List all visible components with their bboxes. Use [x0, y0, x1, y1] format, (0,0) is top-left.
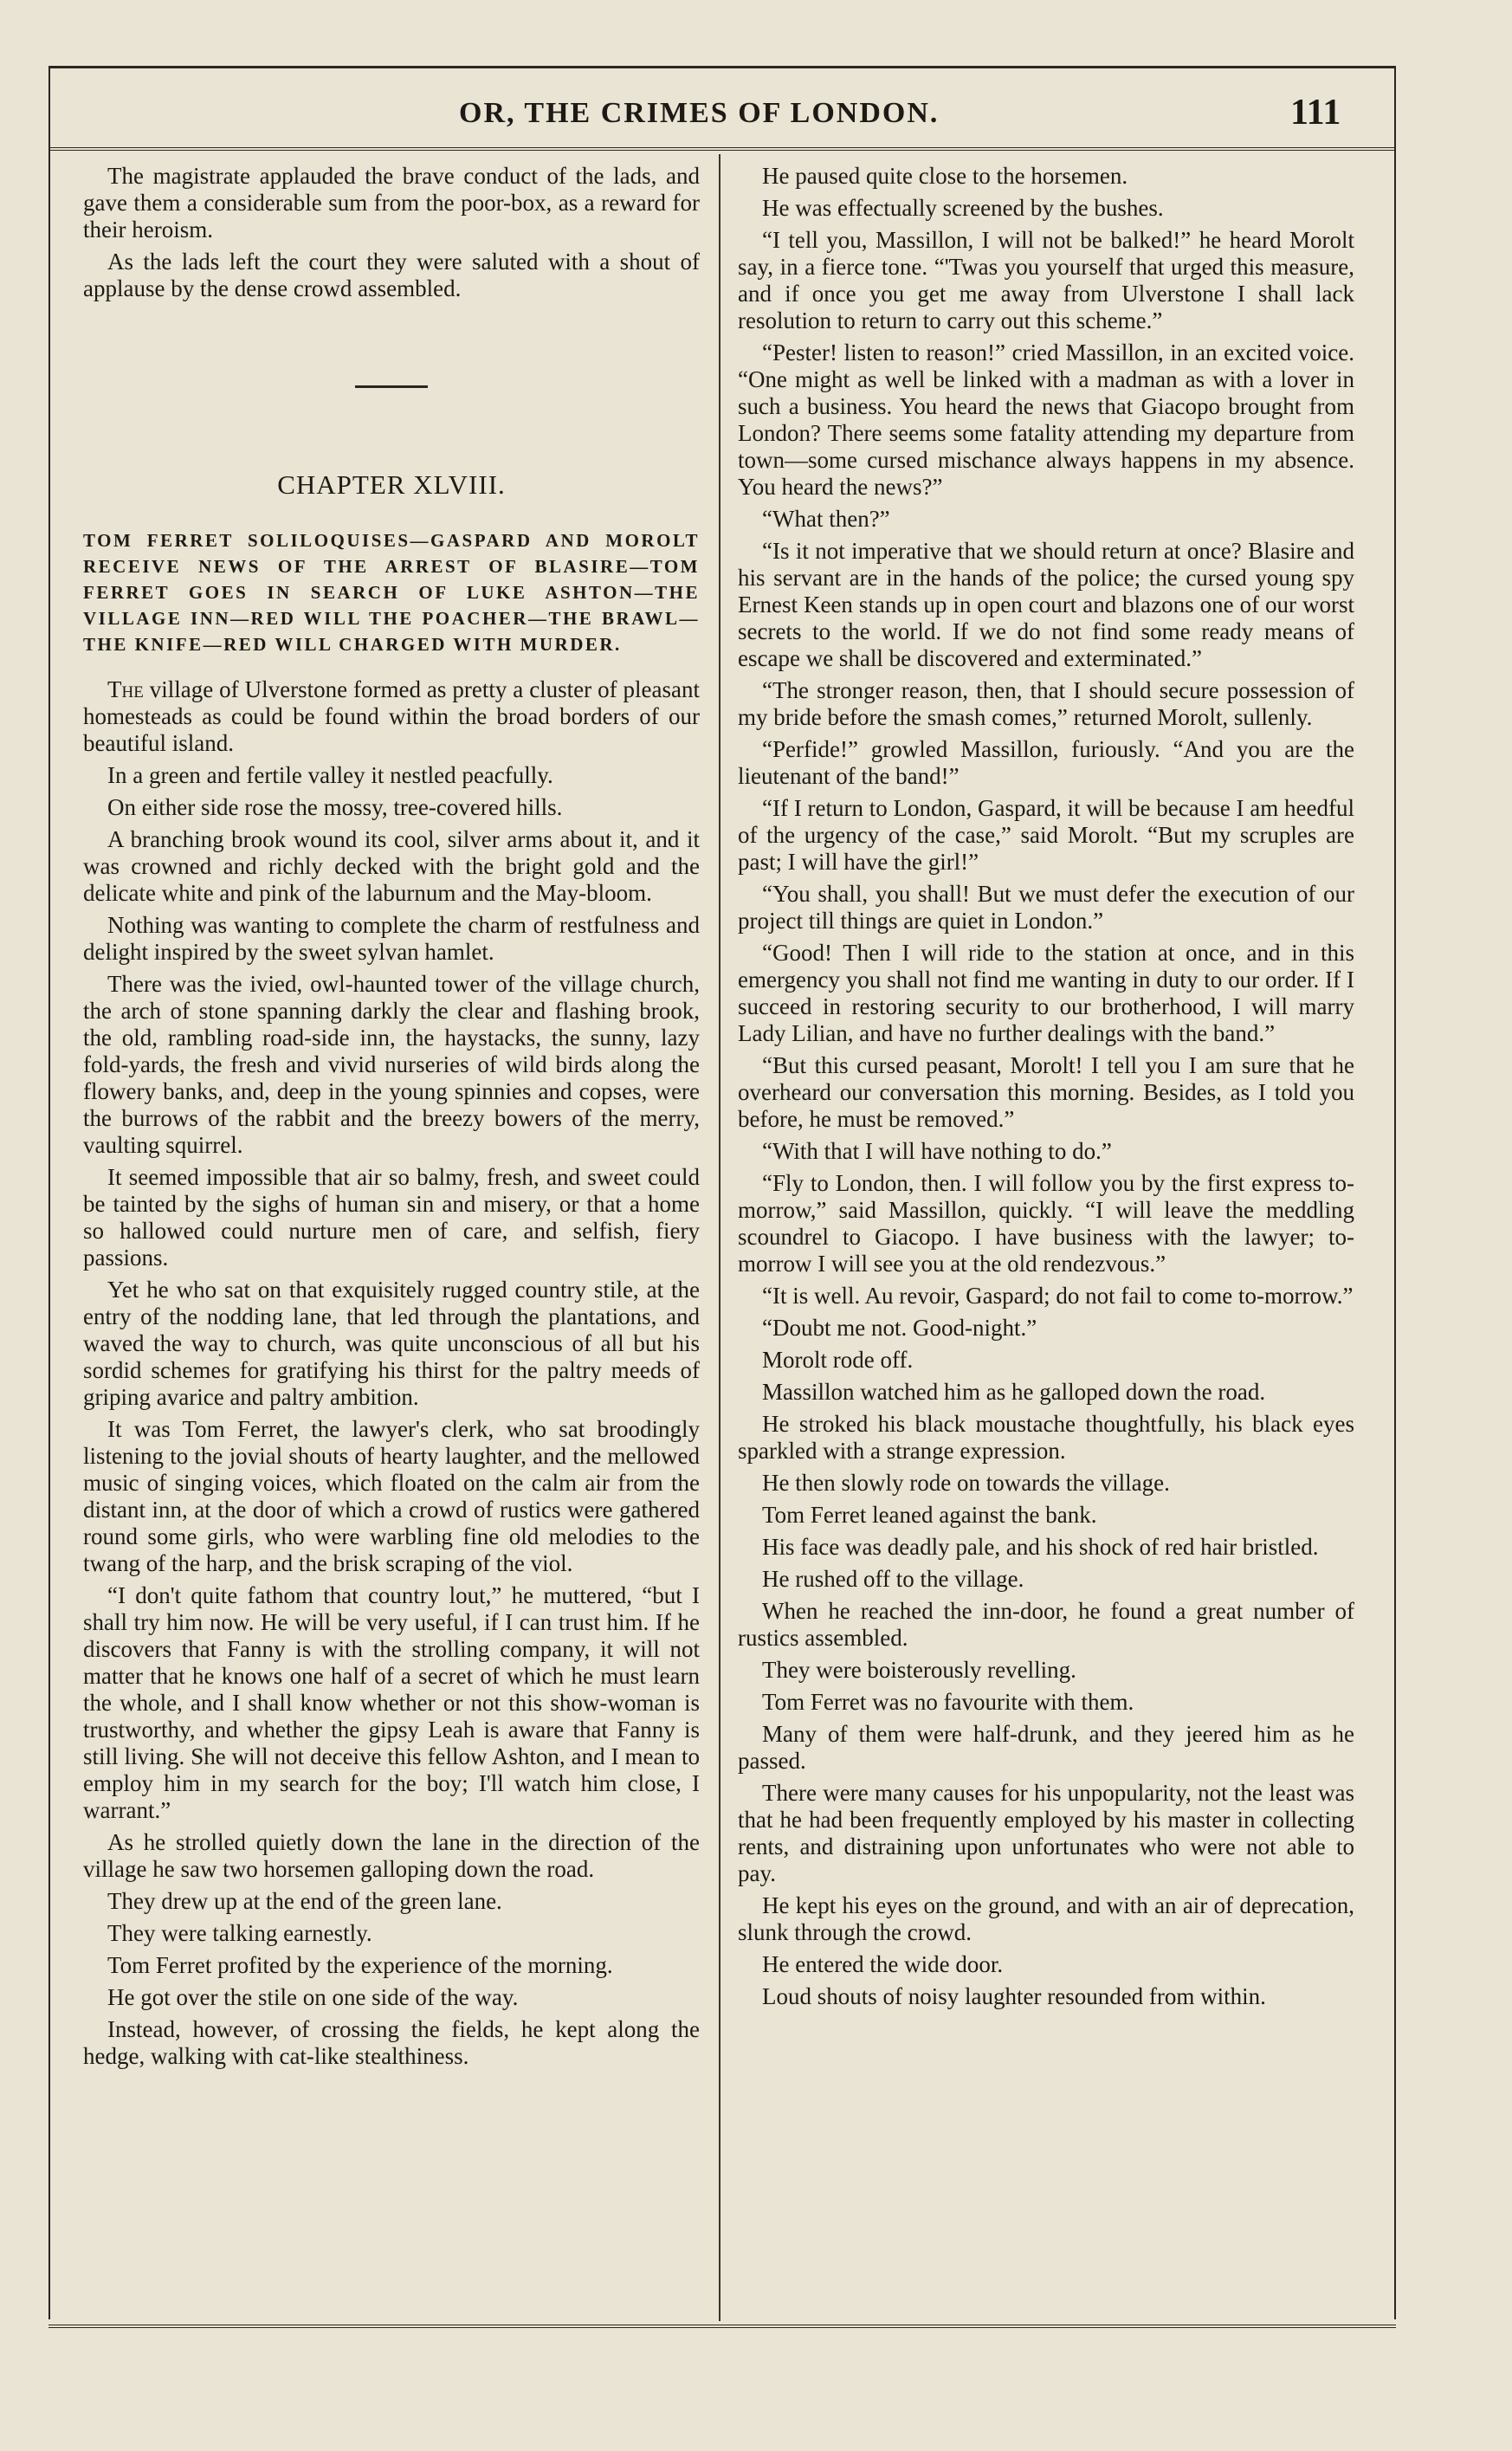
chapter-title: CHAPTER XLVIII. — [277, 469, 506, 500]
paragraph: He was effectually screened by the bushes. — [762, 195, 1164, 221]
paragraph: “But this cursed peasant, Morolt! I tell you I am sure that he overheard our conversation this morning. Besides, as I told you before, he must be removed.” — [738, 1052, 1354, 1132]
header-rule — [48, 147, 1396, 151]
paragraph: “The stronger reason, then, that I should secure possession of my bride before the smash comes,” returned Morolt, sullenly. — [738, 677, 1354, 730]
paragraph: The magistrate applauded the brave conduct of the lads, and gave them a considerable sum from the poor-box, as a reward for their heroism. — [83, 163, 700, 243]
paragraph: “You shall, you shall! But we must defer the execution of our project till things are quiet in London.” — [738, 881, 1354, 934]
paragraph: He entered the wide door. — [762, 1951, 1004, 1977]
paragraph: Instead, however, of crossing the fields, he kept along the hedge, walking with cat-like stealthiness. — [83, 2016, 700, 2069]
paragraph: He kept his eyes on the ground, and with an air of deprecation, slunk through the crowd. — [738, 1892, 1354, 1945]
paragraph: “It is well. Au revoir, Gaspard; do not fail to come to-morrow.” — [762, 1283, 1354, 1309]
paragraph: He stroked his black moustache thoughtfully, his black eyes sparkled with a strange expression. — [738, 1411, 1354, 1464]
paragraph: He paused quite close to the horsemen. — [762, 163, 1128, 189]
paragraph: Massillon watched him as he galloped down the road. — [762, 1379, 1266, 1405]
paragraph: Many of them were half-drunk, and they jeered him as he passed. — [738, 1721, 1354, 1774]
paragraph: It was Tom Ferret, the lawyer's clerk, who sat broodingly listening to the jovial shouts of hearty laughter, and the mellowed music of singing voices, which floated on the calm air from the distant inn, at the door of which a crowd of rustics were gathered round some girls, who were warbling fine old melodies to the twang of the harp, and the brisk scraping of the viol. — [83, 1416, 700, 1576]
paragraph: In a green and fertile valley it nestled peacfully. — [107, 762, 553, 788]
paragraph: A branching brook wound its cool, silver arms about it, and it was crowned and richly decked with the bright gold and the delicate white and pink of the laburnum and the May-bloom. — [83, 826, 700, 906]
paragraph: When he reached the inn-door, he found a great number of rustics assembled. — [738, 1598, 1354, 1651]
paragraph: They drew up at the end of the green lane. — [107, 1888, 502, 1914]
paragraph: On either side rose the mossy, tree-covered hills. — [107, 794, 563, 820]
paragraph: “Fly to London, then. I will follow you by the first express to-morrow,” said Massillon, quickly. “I will leave the meddling scoundrel to Giacopo. I have business with the lawyer; to-morrow I will see you at the old rendezvous.” — [738, 1170, 1354, 1277]
first-paragraph-text: village of Ulverstone formed as pretty a cluster of pleasant homesteads as could be found within the broad borders of our beautiful island. — [83, 676, 700, 756]
paragraph: They were boisterously revelling. — [762, 1657, 1076, 1683]
right-column — [738, 163, 1354, 2015]
paragraph: “If I return to London, Gaspard, it will be because I am heedful of the urgency of the case,” said Morolt. “But my scruples are past; I will have the girl!” — [738, 795, 1354, 875]
paragraph: Loud shouts of noisy laughter resounded from within. — [762, 1983, 1266, 2009]
paragraph: There were many causes for his unpopularity, not the least was that he had been frequently employed by his master in collecting rents, and distraining upon unfortunates who were not able to pay. — [738, 1780, 1354, 1886]
section-rule — [355, 385, 428, 388]
paragraph: Tom Ferret was no favourite with them. — [762, 1689, 1134, 1715]
paragraph: It seemed impossible that air so balmy, fresh, and sweet could be tainted by the sighs of human sin and misery, or that a home so hallowed could nurture men of care, and selfish, fiery passions. — [83, 1164, 700, 1271]
column-divider — [719, 154, 720, 2321]
chapter-summary: TOM FERRET SOLILOQUISES—GASPARD AND MOROLT RECEIVE NEWS OF THE ARREST OF BLASIRE—TOM FERRET GOES IN SEARCH OF LUKE ASHTON—THE VILLAGE INN—RED WILL THE POACHER—THE BRAWL—THE KNIFE—RED WILL CHARGED WITH MURDER. — [83, 530, 700, 655]
left-paragraphs — [83, 762, 700, 2070]
paragraph: “I don't quite fathom that country lout,” he muttered, “but I shall try him now. He will be very useful, if I can trust him. If he discovers that Fanny is with the strolling company, it will not matter that he knows one half of a secret of which he must learn the whole, and I shall know whether or not this show-woman is trustworthy, and whether the gipsy Leah is aware that Fanny is still living. She will not deceive this fellow Ashton, and I mean to employ him in my search for the boy; I'll watch him close, I warrant.” — [83, 1582, 700, 1823]
paragraph: “What then?” — [762, 506, 890, 532]
paragraph: Morolt rode off. — [762, 1347, 914, 1373]
paragraph: He got over the stile on one side of the way. — [107, 1984, 519, 2010]
paragraph: “Doubt me not. Good-night.” — [762, 1315, 1037, 1341]
paragraph: “Perfide!” growled Massillon, furiously. “And you are the lieutenant of the band!” — [738, 736, 1354, 789]
paragraph: “With that I will have nothing to do.” — [762, 1138, 1112, 1164]
first-paragraph — [83, 676, 700, 757]
bottom-rule — [48, 2325, 1396, 2328]
paragraph: As the lads left the court they were saluted with a shout of applause by the dense crowd assembled. — [83, 249, 700, 301]
paragraph: Tom Ferret leaned against the bank. — [762, 1502, 1097, 1528]
paragraph: Nothing was wanting to complete the charm of restfulness and delight inspired by the sweet sylvan hamlet. — [83, 912, 700, 965]
right-paragraphs — [738, 163, 1354, 2010]
paragraph: As he strolled quietly down the lane in the direction of the village he saw two horsemen galloping down the road. — [83, 1829, 700, 1882]
paragraph: Yet he who sat on that exquisitely rugged country stile, at the entry of the nodding lane, that led through the plantations, and waved the way to church, was quite unconscious of all but his sordid schemes for gratifying his thirst for the paltry meeds of griping avarice and paltry ambition. — [83, 1277, 700, 1410]
page-number: 111 — [1290, 93, 1341, 133]
paragraph: “Good! Then I will ride to the station at once, and in this emergency you shall not find me wanting in duty to our order. If I succeed in restoring security to our brotherhood, I will marry Lady Lilian, and have no further dealings with the band.” — [738, 940, 1354, 1046]
paragraph: Tom Ferret profited by the experience of the morning. — [107, 1952, 613, 1978]
paragraph: They were talking earnestly. — [107, 1920, 372, 1946]
running-head: OR, THE CRIMES OF LONDON. — [459, 97, 940, 129]
paragraph: He then slowly rode on towards the village. — [762, 1470, 1170, 1496]
first-word: The — [107, 676, 144, 702]
paragraph: He rushed off to the village. — [762, 1566, 1024, 1592]
paragraph: His face was deadly pale, and his shock of red hair bristled. — [762, 1534, 1319, 1560]
paragraph: “I tell you, Massillon, I will not be balked!” he heard Morolt say, in a fierce tone. “'Twas you yourself that urged this measure, and if once you get me away from Ulverstone I shall lack resolution to return to carry out this scheme.” — [738, 227, 1354, 333]
left-column — [83, 163, 700, 2075]
paragraph: “Pester! listen to reason!” cried Massillon, in an excited voice. “One might as well be linked with a madman as with a lover in such a business. You heard the news that Giacopo brought from London? There seems some fatality attending my departure from town—some cursed mischance always happens in my absence. You heard the news?” — [738, 340, 1354, 500]
paragraph: “Is it not imperative that we should return at once? Blasire and his servant are in the hands of the police; the cursed young spy Ernest Keen stands up in open court and blazons one of our worst secrets to the world. If we do not find some ready means of escape we shall be discovered and exterminated.” — [738, 538, 1354, 671]
paragraph: There was the ivied, owl-haunted tower of the village church, the arch of stone spanning darkly the clear and flashing brook, the old, rambling road-side inn, the haystacks, the sunny, lazy fold-yards, the fresh and vivid nurseries of wild birds along the flowery banks, and, deep in the young spinnies and copses, were the burrows of the rabbit and the breezy bowers of the merry, vaulting squirrel. — [83, 971, 700, 1158]
